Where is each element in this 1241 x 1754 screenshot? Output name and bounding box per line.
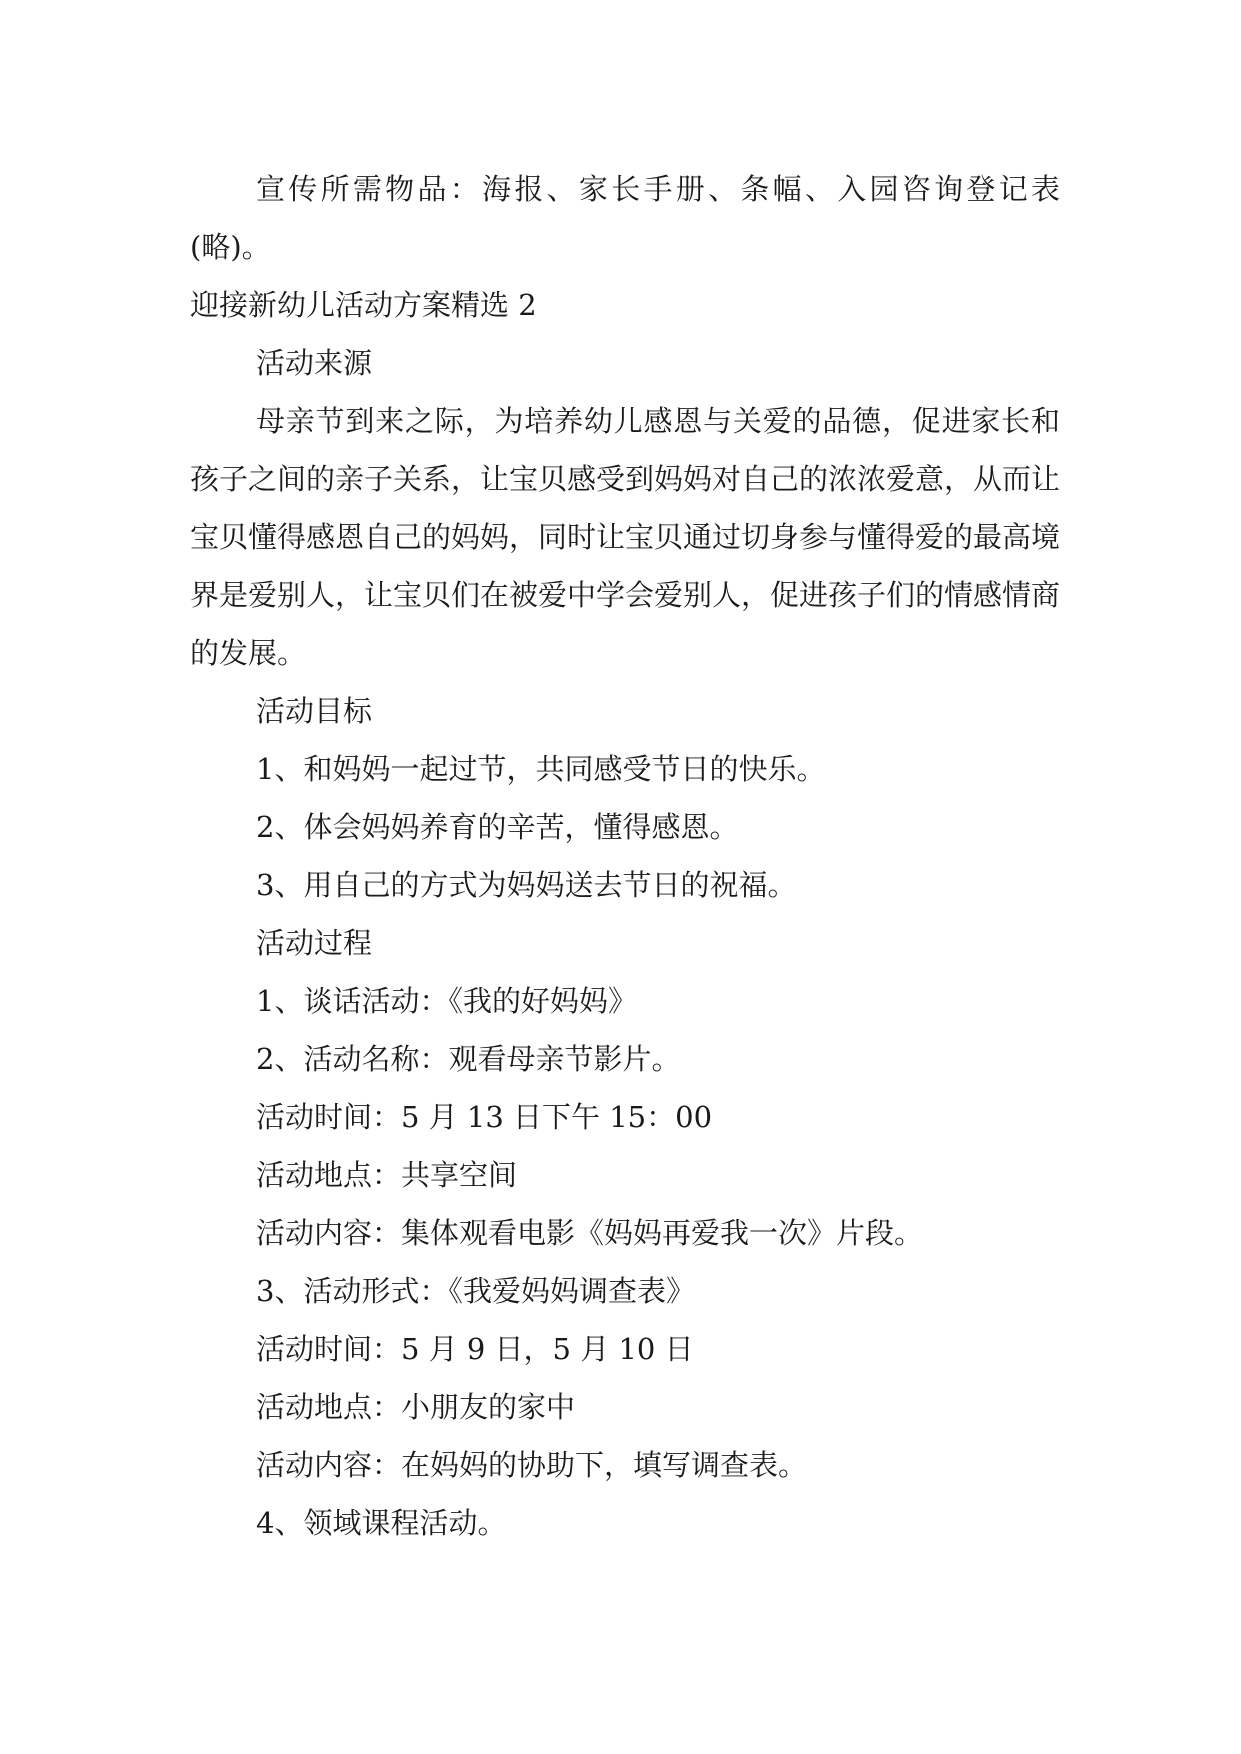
- process-item-3: 3、活动形式：《我爱妈妈调查表》: [256, 1274, 695, 1308]
- process-2-content: 活动内容：集体观看电影《妈妈再爱我一次》片段。: [256, 1216, 924, 1250]
- heading-activity-source: 活动来源: [256, 346, 373, 380]
- paragraph-activity-source: 母亲节到来之际，为培养幼儿感恩与关爱的品德，促进家长和孩子之间的亲子关系，让宝贝感受到妈妈对自己的浓浓爱意，从而让宝贝懂得感恩自己的妈妈，同时让宝贝通过切身参与懂得爱的最高境界是爱别人，让宝贝们在被爱中学会爱别人，促进孩子们的情感情商的发展。: [190, 404, 1061, 670]
- process-item-1: 1、谈话活动：《我的好妈妈》: [256, 984, 637, 1018]
- goal-item-1: 1、和妈妈一起过节，共同感受节日的快乐。: [256, 752, 826, 786]
- process-item-2: 2、活动名称：观看母亲节影片。: [256, 1042, 681, 1076]
- process-3-location: 活动地点：小朋友的家中: [256, 1390, 576, 1424]
- process-3-content: 活动内容：在妈妈的协助下，填写调查表。: [256, 1448, 808, 1482]
- section-title: 迎接新幼儿活动方案精选 2: [190, 288, 537, 322]
- goal-item-3: 3、用自己的方式为妈妈送去节日的祝福。: [256, 868, 797, 902]
- goal-item-2: 2、体会妈妈养育的辛苦，懂得感恩。: [256, 810, 739, 844]
- heading-activity-process: 活动过程: [256, 926, 373, 960]
- process-2-location: 活动地点：共享空间: [256, 1158, 518, 1192]
- process-2-time: 活动时间：5 月 13 日下午 15：00: [256, 1100, 713, 1134]
- document-body: [190, 160, 1060, 1552]
- paragraph-promo-materials: 宣传所需物品：海报、家长手册、条幅、入园咨询登记表(略)。: [190, 172, 1060, 264]
- heading-activity-goals: 活动目标: [256, 694, 373, 728]
- process-item-4: 4、领域课程活动。: [256, 1506, 507, 1540]
- process-3-time: 活动时间：5 月 9 日，5 月 10 日: [256, 1332, 694, 1366]
